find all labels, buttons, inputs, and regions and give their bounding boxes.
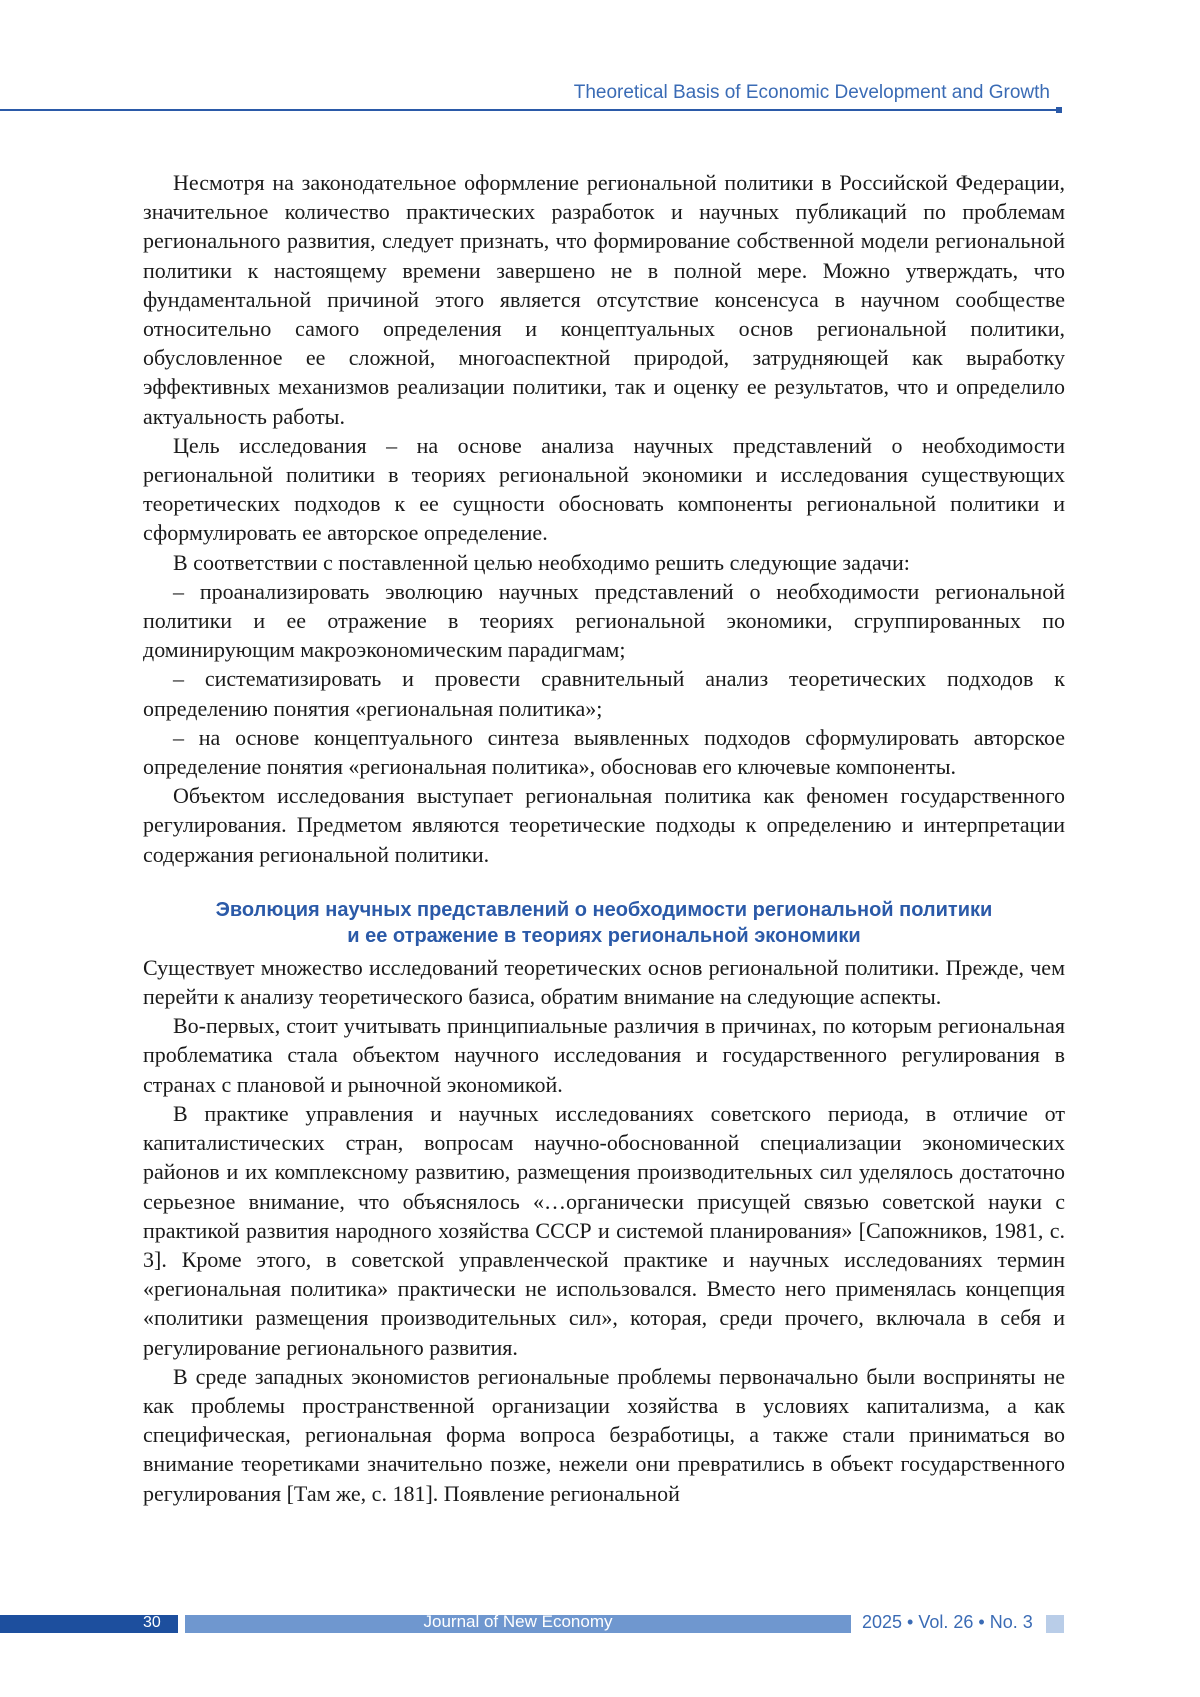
list-item: – проанализировать эволюцию научных представлений о необходимости региональной политики и ее отражение в теориях региональной экономики, сгруппированных по доминирующим макроэкономическим парадигмам; — [143, 577, 1065, 665]
paragraph: Цель исследования – на основе анализа научных представлений о необходимости региональной политики в теориях региональной экономики и исследования существующих теоретических подходов к ее сущности обосновать компоненты региональной политики и сформулировать ее авторское определение. — [143, 431, 1065, 548]
paragraph: Несмотря на законодательное оформление региональной политики в Российской Федерации, значительное количество практических разработок и научных публикаций по проблемам регионального развития, следует признать, что формирование собственной модели региональной политики к настоящему времени завершено не в полной мере. Можно утверждать, что фундаментальной причиной этого является отсутствие консенсуса в научном сообществе относительно самого определения и концептуальных основ региональной политики, обусловленное ее сложной, многоаспектной природой, затрудняющей как выработку эффективных механизмов реализации политики, так и оценку ее результатов, что и определило актуальность работы. — [143, 168, 1065, 431]
section-title — [143, 897, 1065, 949]
paragraph: В соответствии с поставленной целью необходимо решить следующие задачи: — [143, 548, 1065, 577]
header-rule — [0, 109, 1060, 111]
header-rule-cap — [1056, 107, 1062, 113]
paragraph: Во-первых, стоит учитывать принципиальные различия в причинах, по которым региональная проблематика стала объектом научного исследования и государственного регулирования в странах с плановой и рыночной экономикой. — [143, 1011, 1065, 1099]
journal-name: Journal of New Economy — [185, 1611, 851, 1633]
running-title-text: Theoretical Basis of Economic Development and Growth — [574, 82, 1050, 104]
section-title-line: и ее отражение в теориях региональной экономики — [143, 923, 1065, 949]
list-item: – на основе концептуального синтеза выявленных подходов сформулировать авторское определение понятия «региональная политика», обосновав его ключевые компоненты. — [143, 723, 1065, 781]
paragraph: Объектом исследования выступает региональная политика как феномен государственного регулирования. Предметом являются теоретические подходы к определению и интерпретации содержания региональной политики. — [143, 781, 1065, 869]
footer-square — [1046, 1615, 1064, 1633]
issue-info: 2025 • Vol. 26 • No. 3 — [862, 1610, 1033, 1634]
article-body — [143, 168, 1065, 1508]
section-title-line: Эволюция научных представлений о необходимости региональной политики — [143, 897, 1065, 923]
paragraph: В среде западных экономистов региональные проблемы первоначально были восприняты не как проблемы пространственной организации хозяйства в условиях капитализма, а как специфическая, региональная форма вопроса безработицы, а также стали приниматься во внимание теоретиками значительно позже, нежели они превратились в объект государственного регулирования [Там же, с. 181]. Появление региональной — [143, 1362, 1065, 1508]
paragraph: Существует множество исследований теоретических основ региональной политики. Прежде, чем перейти к анализу теоретического базиса, обратим внимание на следующие аспекты. — [143, 953, 1065, 1011]
page-number: 30 — [143, 1613, 161, 1633]
list-item: – систематизировать и провести сравнительный анализ теоретических подходов к определению понятия «региональная политика»; — [143, 664, 1065, 722]
paragraph: В практике управления и научных исследованиях советского периода, в отличие от капиталистических стран, вопросам научно-обоснованной специализации экономических районов и их комплексному развитию, размещения производительных сил уделялось достаточно серьезное внимание, что объяснялось «…органически присущей связью советской науки с практикой развития народного хозяйства СССР и системой планирования» [Сапожников, 1981, с. 3]. Кроме этого, в советской управленческой практике и научных исследованиях термин «региональная политика» практически не использовался. Вместо него применялась концепция «политики размещения производительных сил», которая, среди прочего, включала в себя и регулирование регионального развития. — [143, 1099, 1065, 1362]
running-title — [0, 82, 1050, 104]
